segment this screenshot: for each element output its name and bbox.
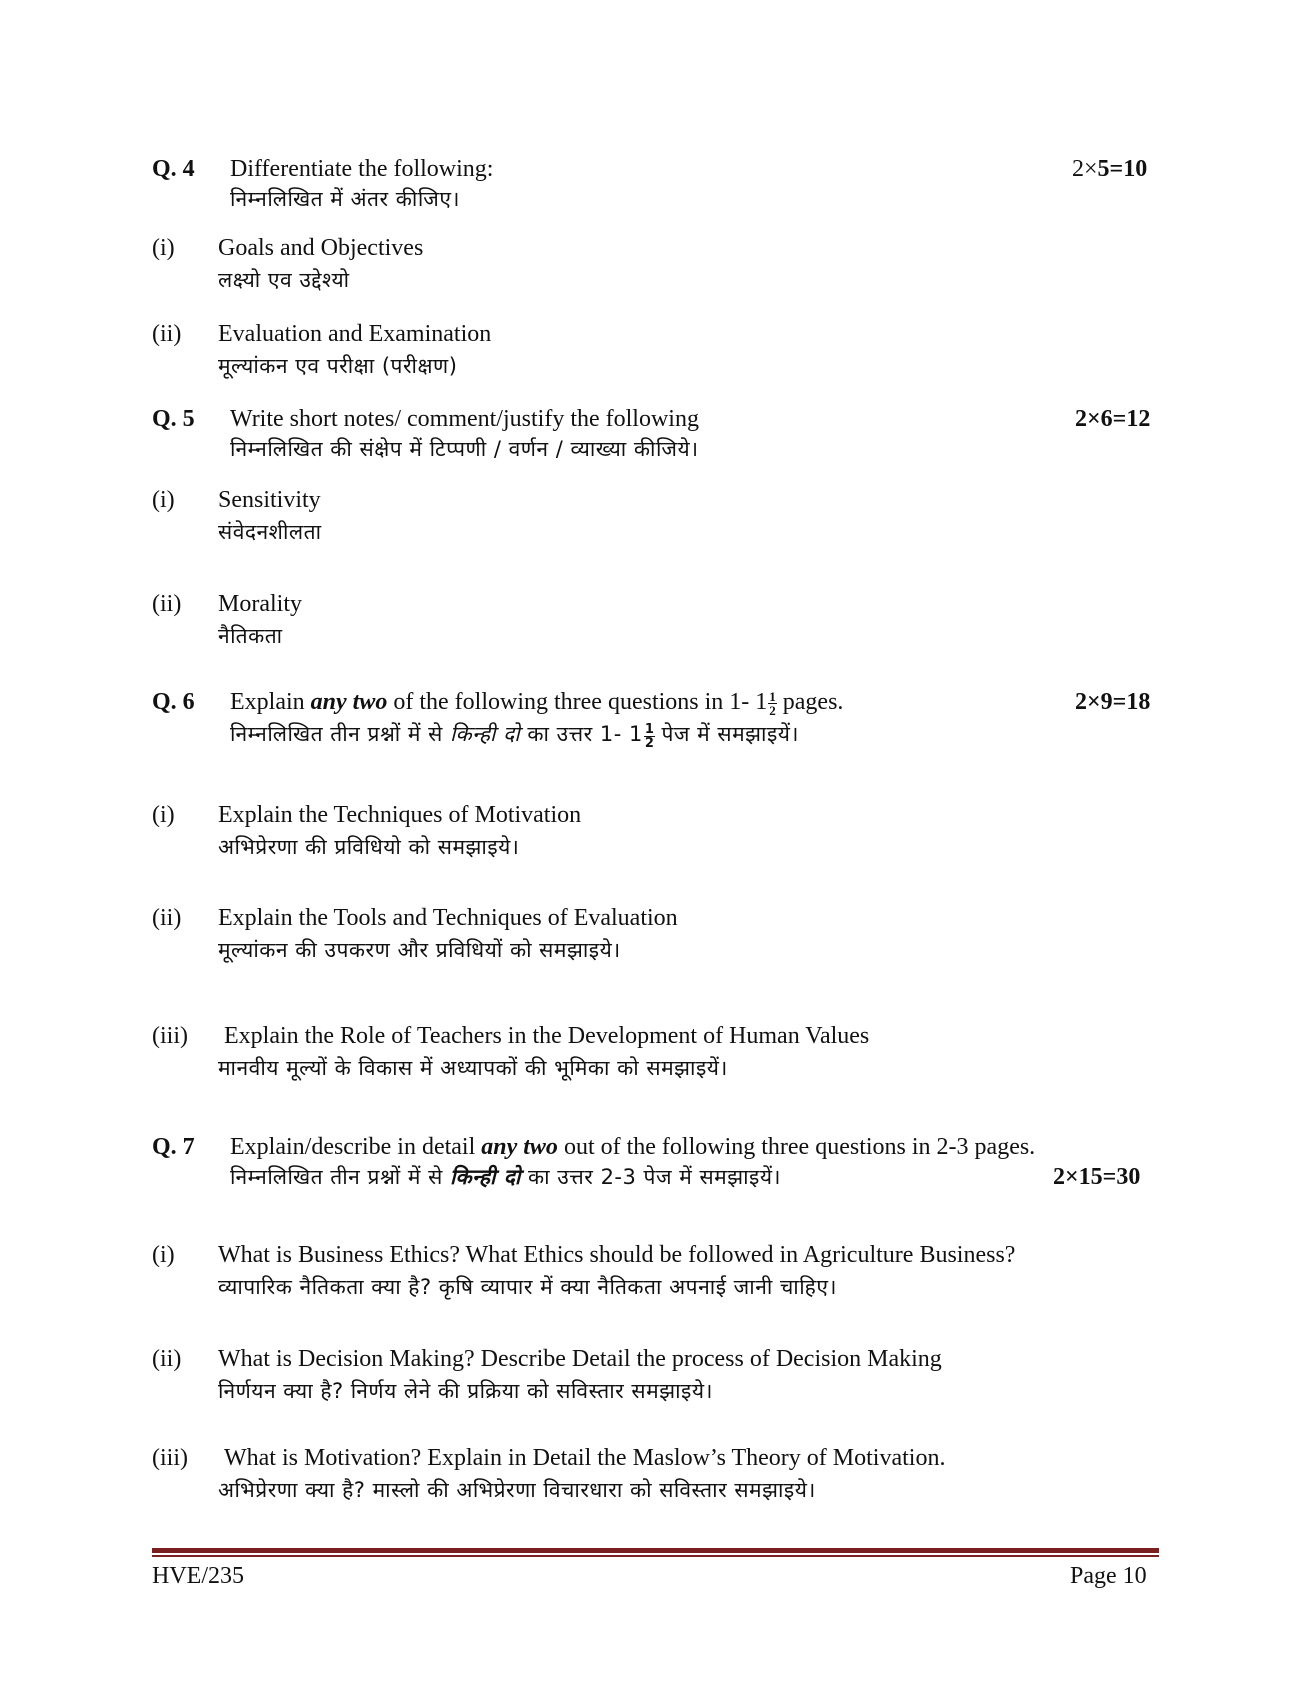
q4-item-1-roman: (i) (152, 235, 175, 261)
q7-item-2-hi: निर्णयन क्या है? निर्णय लेने की प्रक्रिया को सविस्तार समझाइये। (218, 1379, 713, 1403)
q4-item-2-roman: (ii) (152, 321, 182, 347)
q5-item-1-en: Sensitivity (218, 487, 321, 513)
q7-text-hi-emph: किन्ही दो (450, 1165, 521, 1189)
fraction-denominator: 2 (644, 735, 655, 751)
q5-text-en: Write short notes/ comment/justify the following (230, 406, 699, 432)
q6-text-en (230, 688, 843, 717)
q7-marks: 2×15=30 (1053, 1164, 1141, 1190)
q6-text-hi-pre: निम्नलिखित तीन प्रश्नों में से (230, 722, 451, 746)
q7-item-1-roman: (i) (152, 1242, 175, 1268)
q7-item-3-en: What is Motivation? Explain in Detail the Maslow’s Theory of Motivation. (224, 1445, 946, 1471)
q6-text-hi (230, 720, 799, 750)
q6-text-hi-post: पेज में समझाइयें। (661, 722, 799, 746)
q6-item-2-roman: (ii) (152, 905, 182, 931)
fraction-numerator: 1 (644, 721, 655, 737)
q5-item-2-hi: नैतिकता (218, 624, 283, 648)
q6-text-en-mid: of the following three questions in 1- 1 (387, 689, 768, 715)
q4-item-2-hi: मूल्यांकन एव परीक्षा (परीक्षण) (218, 354, 458, 378)
q5-item-1-hi: संवेदनशीलता (218, 520, 322, 544)
q7-item-2-en: What is Decision Making? Describe Detail the process of Decision Making (218, 1346, 942, 1372)
q6-marks: 2×9=18 (1075, 689, 1151, 715)
footer-page-number: Page 10 (1070, 1563, 1147, 1589)
q5-marks: 2×6=12 (1075, 406, 1151, 432)
q5-item-1-roman: (i) (152, 487, 175, 513)
q4-item-1-hi: लक्ष्यो एव उद्देश्यो (218, 268, 350, 292)
q4-marks (1072, 155, 1147, 183)
q6-text-hi-mid: का उत्तर 1- 1 (520, 722, 643, 746)
q4-text-hi: निम्नलिखित में अंतर कीजिए। (230, 187, 460, 211)
footer-document-code: HVE/235 (152, 1563, 244, 1589)
q6-item-1-en: Explain the Techniques of Motivation (218, 802, 582, 828)
q7-item-2-roman: (ii) (152, 1346, 182, 1372)
q4-item-1-en: Goals and Objectives (218, 235, 424, 261)
q5-text-hi: निम्नलिखित की संक्षेप में टिप्पणी / वर्णन / व्याख्या कीजिये। (230, 437, 699, 461)
fraction-numerator: 1 (769, 688, 776, 704)
footer-divider-thick (152, 1548, 1159, 1553)
q7-item-3-roman: (iii) (152, 1445, 188, 1471)
q7-text-en-emph: any two (481, 1134, 558, 1160)
q4-item-2-en: Evaluation and Examination (218, 321, 492, 347)
fraction-denominator: 2 (769, 702, 776, 718)
q7-text-en-pre: Explain/describe in detail (230, 1134, 482, 1160)
q5-number: Q. 5 (152, 406, 195, 432)
q6-item-1-roman: (i) (152, 802, 175, 828)
q6-text-en-post: pages. (782, 689, 844, 715)
q7-text-en-post: out of the following three questions in 2-3 pages. (557, 1134, 1036, 1160)
q6-item-2-hi: मूल्यांकन की उपकरण और प्रविधियों को समझाइये। (218, 938, 621, 962)
q6-text-en-pre: Explain (230, 689, 311, 715)
q6-text-hi-emph: किन्ही दो (450, 722, 521, 746)
q7-text-hi-pre: निम्नलिखित तीन प्रश्नों में से (230, 1165, 451, 1189)
q7-number: Q. 7 (152, 1134, 195, 1160)
q7-text-hi (230, 1163, 781, 1191)
q6-number: Q. 6 (152, 689, 195, 715)
q7-item-1-en: What is Business Ethics? What Ethics should be followed in Agriculture Business? (218, 1242, 1016, 1268)
q5-item-2-roman: (ii) (152, 591, 182, 617)
q7-item-1-hi: व्यापारिक नैतिकता क्या है? कृषि व्यापार में क्या नैतिकता अपनाई जानी चाहिए। (218, 1275, 837, 1299)
q6-item-1-hi: अभिप्रेरणा की प्रविधियो को समझाइये। (218, 835, 520, 859)
q4-marks-total: 5=10 (1097, 156, 1148, 182)
q5-item-2-en: Morality (218, 591, 302, 617)
q4-marks-prefix: 2× (1072, 156, 1098, 182)
q4-text-en: Differentiate the following: (230, 156, 494, 182)
q6-fraction-en (768, 690, 777, 717)
q6-text-en-emph: any two (310, 689, 388, 715)
q6-item-3-roman: (iii) (152, 1023, 188, 1049)
q6-fraction-hi (644, 723, 656, 750)
q7-text-en (230, 1133, 1035, 1161)
q4-number: Q. 4 (152, 156, 195, 182)
q7-item-3-hi: अभिप्रेरणा क्या है? मास्लो की अभिप्रेरणा विचारधारा को सविस्तार समझाइये। (218, 1478, 816, 1502)
q7-text-hi-post: का उत्तर 2-3 पेज में समझाइयें। (520, 1165, 781, 1189)
q6-item-3-en: Explain the Role of Teachers in the Development of Human Values (224, 1023, 870, 1049)
q6-item-2-en: Explain the Tools and Techniques of Evaluation (218, 905, 678, 931)
footer-divider-thin (152, 1555, 1159, 1557)
q6-item-3-hi: मानवीय मूल्यों के विकास में अध्यापकों की भूमिका को समझाइयें। (218, 1056, 728, 1080)
